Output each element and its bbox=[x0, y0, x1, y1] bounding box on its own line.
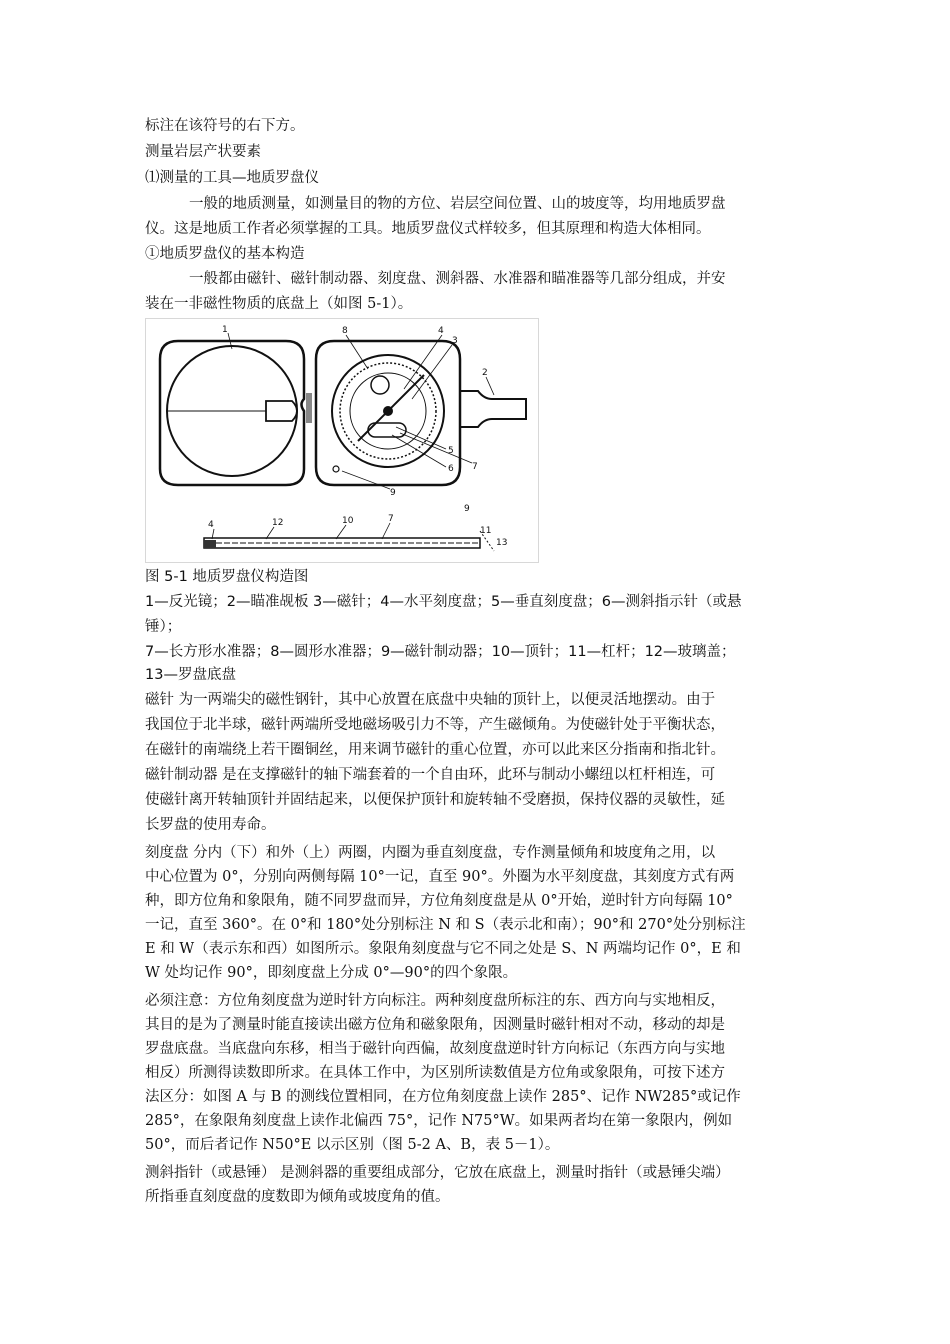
paragraph-line: 长罗盘的使用寿命。 bbox=[145, 817, 276, 833]
figure-legend: 13—罗盘底盘 bbox=[145, 667, 236, 683]
paragraph-line: 种，即方位角和象限角，随不同罗盘而异，方位角刻度盘是从 0°开始，逆时针方向每隔 10° bbox=[145, 893, 733, 909]
paragraph-line: 其目的是为了测量时能直接读出磁方位角和磁象限角，因测量时磁针相对不动，移动的却是 bbox=[145, 1017, 725, 1033]
paragraph-line: 磁针 为一两端尖的磁性钢针，其中心放置在底盘中央轴的顶针上，以便灵活地摆动。由于 bbox=[145, 692, 716, 708]
label-11: 11 bbox=[480, 526, 492, 536]
compass-figure bbox=[145, 318, 539, 563]
paragraph-line: 在磁针的南端绕上若干圈铜丝，用来调节磁针的重心位置，亦可以此来区分指南和指北针。 bbox=[145, 742, 725, 758]
paragraph-line: 仪。这是地质工作者必须掌握的工具。地质罗盘仪式样较多，但其原理和构造大体相同。 bbox=[145, 221, 711, 237]
label-2: 2 bbox=[482, 368, 488, 378]
label-1: 1 bbox=[222, 325, 228, 335]
label-4-side: 4 bbox=[208, 520, 214, 530]
subsection-heading-structure: ①地质罗盘仪的基本构造 bbox=[145, 246, 305, 262]
paragraph-line: 一记，直至 360°。在 0°和 180°处分别标注 N 和 S（表示北和南）；90°和 270°处分别标注 bbox=[145, 917, 746, 933]
round-level bbox=[371, 376, 389, 394]
label-5: 5 bbox=[448, 446, 454, 456]
paragraph-line: 法区分：如图 A 与 B 的测线位置相同，在方位角刻度盘上读作 285°、记作 NW285°或记作 bbox=[145, 1089, 741, 1105]
label-7: 7 bbox=[472, 462, 478, 472]
label-10: 10 bbox=[342, 516, 354, 526]
section-heading: 测量岩层产状要素 bbox=[145, 144, 261, 160]
paragraph-line: 磁针制动器 是在支撑磁针的轴下端套着的一个自由环，此环与制动小螺纽以杠杆相连，可 bbox=[145, 767, 716, 783]
paragraph-line: 罗盘底盘。当底盘向东移，相当于磁针向西偏，故刻度盘逆时针方向标记（东西方向与实地 bbox=[145, 1041, 725, 1057]
figure-caption: 图 5-1 地质罗盘仪构造图 bbox=[145, 569, 309, 585]
label-13: 13 bbox=[496, 538, 508, 548]
needle-pivot bbox=[383, 406, 393, 416]
hinge bbox=[306, 393, 312, 423]
compass-drawing bbox=[146, 319, 538, 562]
subsection-heading-tools: ⑴测量的工具—地质罗盘仪 bbox=[145, 170, 319, 186]
paragraph-line: 装在一非磁性物质的底盘上（如图 5-1）。 bbox=[145, 296, 413, 312]
label-3: 3 bbox=[452, 336, 458, 346]
paragraph-line: 测斜指针（或悬锤） 是测斜器的重要组成部分，它放在底盘上，测量时指针（或悬锤尖端） bbox=[145, 1165, 730, 1181]
paragraph-line: 刻度盘 分内（下）和外（上）两圈，内圈为垂直刻度盘，专作测量倾角和坡度角之用，以 bbox=[145, 845, 716, 861]
paragraph-line: 所指垂直刻度盘的度数即为倾角或坡度角的值。 bbox=[145, 1189, 450, 1205]
paragraph-line: 285°，在象限角刻度盘上读作北偏西 75°，记作 N75°W。如果两者均在第一象限内，例如 bbox=[145, 1113, 733, 1129]
paragraph-line: 相反）所测得读数即所求。在具体工作中，为区别所读数值是方位角或象限角，可按下述方 bbox=[145, 1065, 725, 1081]
label-6: 6 bbox=[448, 464, 454, 474]
label-12: 12 bbox=[272, 518, 284, 528]
text-line-1: 标注在该符号的右下方。 bbox=[145, 118, 305, 134]
figure-legend: 7—长方形水准器；8—圆形水准器；9—磁针制动器；10—顶针；11—杠杆；12—玻璃盖； bbox=[145, 644, 736, 660]
figure-legend: 锤）； bbox=[145, 619, 182, 635]
paragraph-line: 使磁针离开转轴顶针并固结起来，以便保护顶针和旋转轴不受磨损，保持仪器的灵敏性，延 bbox=[145, 792, 725, 808]
paragraph-line: W 处均记作 90°，即刻度盘上分成 0°—90°的四个象限。 bbox=[145, 965, 518, 981]
sight-vane bbox=[460, 391, 526, 427]
mirror-lid bbox=[160, 341, 304, 485]
paragraph-line: 一般都由磁针、磁针制动器、刻度盘、测斜器、水准器和瞄准器等几部分组成，并安 bbox=[189, 271, 726, 287]
paragraph-line: 一般的地质测量，如测量目的物的方位、岩层空间位置、山的坡度等，均用地质罗盘 bbox=[189, 196, 726, 212]
brake-screw bbox=[333, 466, 339, 472]
side-view-end bbox=[204, 540, 216, 548]
label-8: 8 bbox=[342, 326, 348, 336]
mirror-slot bbox=[266, 401, 297, 421]
label-9: 9 bbox=[390, 488, 396, 498]
label-9-side: 9 bbox=[464, 504, 470, 514]
paragraph-line: 我国位于北半球，磁针两端所受地磁场吸引力不等，产生磁倾角。为使磁针处于平衡状态， bbox=[145, 717, 725, 733]
label-4: 4 bbox=[438, 326, 444, 336]
paragraph-line: 50°，而后者记作 N50°E 以示区别（图 5-2 A、B，表 5－1）。 bbox=[145, 1137, 560, 1153]
paragraph-line: E 和 W（表示东和西）如图所示。象限角刻度盘与它不同之处是 S、N 两端均记作 0°，E 和 bbox=[145, 941, 741, 957]
figure-legend: 1—反光镜；2—瞄准觇板 3—磁针；4—水平刻度盘；5—垂直刻度盘；6—测斜指示针（或悬 bbox=[145, 594, 742, 610]
paragraph-line: 中心位置为 0°，分别向两侧每隔 10°一记，直至 90°。外圈为水平刻度盘，其刻度方式有两 bbox=[145, 869, 735, 885]
label-7-side: 7 bbox=[388, 514, 394, 524]
paragraph-line: 必须注意：方位角刻度盘为逆时针方向标注。两种刻度盘所标注的东、西方向与实地相反， bbox=[145, 993, 725, 1009]
